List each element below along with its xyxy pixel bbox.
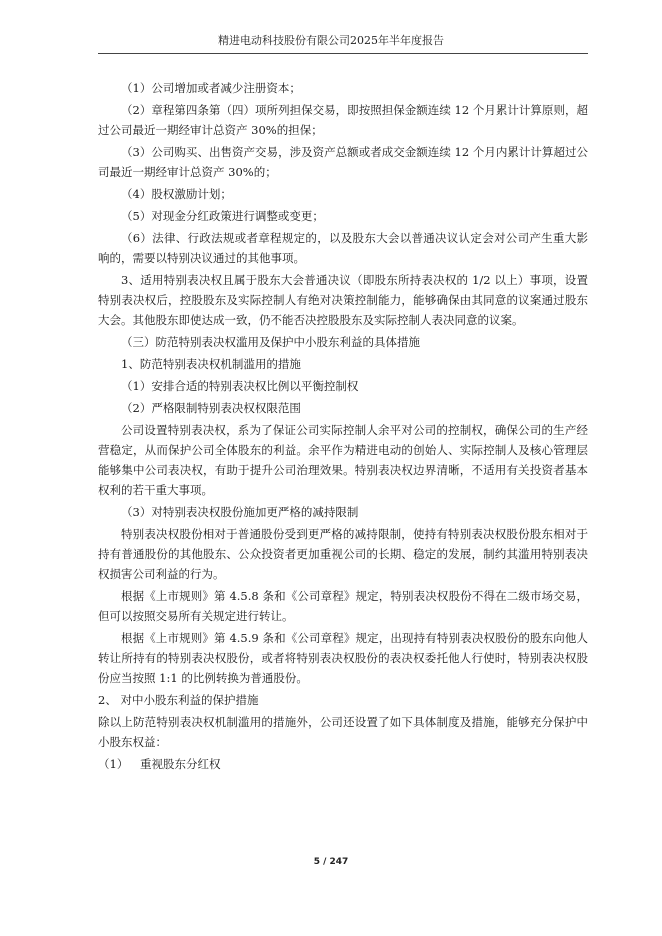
section-heading-protection: （三）防范特别表决权滥用及保护中小股东利益的具体措施 xyxy=(121,335,420,349)
paragraph-rule-4-5-9: 根据《上市规则》第 4.5.9 条和《公司章程》规定，出现持有特别表决权股份的股东向他人转让所持有的特别表决权股份，或者将特别表决权股份的表决权委托他人行使时，特别表决权股份应当按照 1:1 的比例转换为普通股份。 xyxy=(98,631,588,685)
item-dividend-rights-label: （1） xyxy=(98,757,129,771)
paragraph-dividend-policy: （5）对现金分红政策进行调整或变更； xyxy=(121,209,324,223)
subheading-minority-protection: 2、 对中小股东利益的保护措施 xyxy=(98,693,259,707)
page-number: 5 / 247 xyxy=(313,857,349,867)
item-dividend-rights-text: 重视股东分红权 xyxy=(140,757,221,771)
paragraph-control-purpose: 公司设置特别表决权，系为了保证公司实际控制人余平对公司的控制权，确保公司的生产经营稳定，从而保护公司全体股东的利益。余平作为精进电动的创始人、实际控制人及核心管理层能够集中公司表决权，有助于提升公司治理效果。特别表决权边界清晰，不适用有关投资者基本权利的若干重大事项。 xyxy=(98,423,588,497)
paragraph-asset-transaction: （3）公司购买、出售资产交易，涉及资产总额或者成交金额连续 12 个月内累计计算超过公司最近一期经审计总资产 30%的； xyxy=(98,145,588,179)
paragraph-equity-incentive: （4）股权激励计划； xyxy=(121,187,232,201)
item-dividend-rights xyxy=(98,754,588,774)
item-ratio: （1）安排合适的特别表决权比例以平衡控制权 xyxy=(121,379,359,393)
paragraph-minority-measures: 除以上防范特别表决权机制滥用的措施外，公司还设置了如下具体制度及措施，能够充分保护中小股东权益： xyxy=(98,715,588,749)
paragraph-capital-change: （1）公司增加或者减少注册资本； xyxy=(121,81,301,95)
paragraph-other-matters: （6）法律、行政法规或者章程规定的，以及股东大会以普通决议认定会对公司产生重大影响的，需要以特别决议通过的其他事项。 xyxy=(98,231,588,265)
paragraph-reduction-limit: 特别表决权股份相对于普通股份受到更严格的减持限制，使持有特别表决权股份股东相对于持有普通股份的其他股东、公众投资者更加重视公司的长期、稳定的发展，制约其滥用特别表决权损害公司利益的行为。 xyxy=(98,527,588,581)
paragraph-rule-4-5-8: 根据《上市规则》第 4.5.8 条和《公司章程》规定，特别表决权股份不得在二级市场交易，但可以按照交易所有关规定进行转让。 xyxy=(98,589,588,623)
page-header-title: 精进电动科技股份有限公司2025年半年度报告 xyxy=(218,34,444,47)
paragraph-ordinary-resolution: 3、适用特别表决权且属于股东大会普通决议（即股东所持表决权的 1/2 以上）事项，设置特别表决权后，控股股东及实际控制人有绝对决策控制能力，能够确保由其同意的议案通过股东大会。其他股东即使达成一致，仍不能否决控股股东及实际控制人表决同意的议案。 xyxy=(98,273,588,327)
paragraph-guarantee: （2）章程第四条第（四）项所列担保交易，即按照担保金额连续 12 个月累计计算原则，超过公司最近一期经审计总资产 30%的担保； xyxy=(98,103,588,137)
item-reduction-limit: （3）对特别表决权股份施加更严格的减持限制 xyxy=(121,505,359,519)
item-scope-limit: （2）严格限制特别表决权权限范围 xyxy=(121,401,301,415)
body-text xyxy=(98,78,588,776)
header-rule xyxy=(98,53,588,54)
subheading-anti-abuse: 1、防范特别表决权机制滥用的措施 xyxy=(121,357,301,371)
